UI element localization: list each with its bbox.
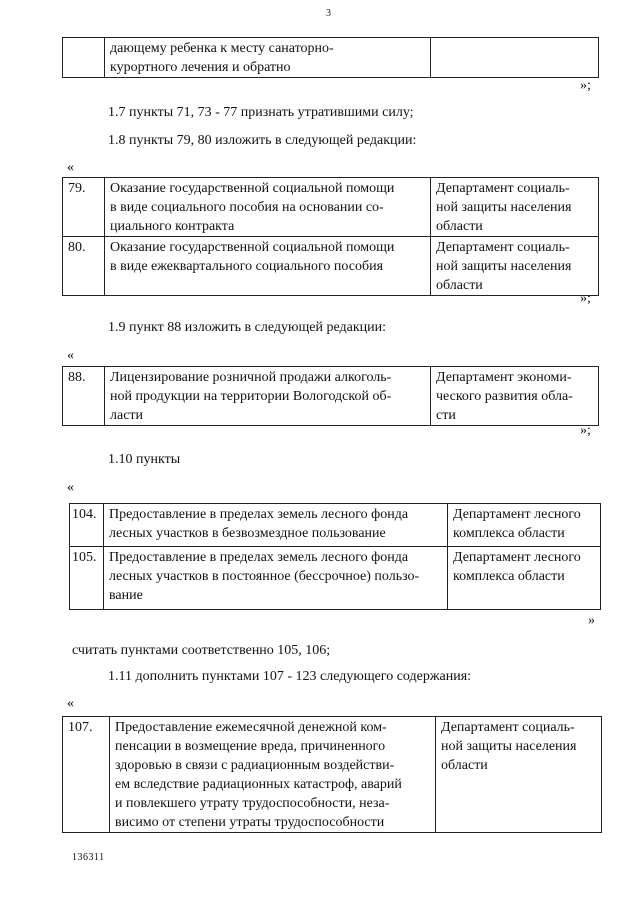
text-line: Оказание государственной социальной помощи (110, 181, 395, 196)
dept-line: области (436, 278, 483, 293)
row-service-text (104, 547, 448, 610)
row-number: 79. (63, 178, 105, 237)
text-line: Предоставление ежемесячной денежной ком- (115, 720, 387, 735)
opening-quote: « (67, 348, 74, 363)
row-number (63, 38, 105, 78)
text-line: пенсации в возмещение вреда, причиненного (115, 739, 386, 754)
text-line: здоровью в связи с радиационным воздействи- (115, 758, 395, 773)
dept-line: области (441, 758, 488, 773)
text-line: Предоставление в пределах земель лесного фонда (109, 550, 409, 565)
text-line: курортного лечения и обратно (110, 60, 291, 75)
dept-line: комплекса области (453, 569, 565, 584)
text-line: ной продукции на территории Вологодской об- (110, 389, 392, 404)
text-line: дающему ребенка к месту санаторно- (110, 41, 334, 56)
text-line: лесных участков в постоянное (бессрочное) пользо- (109, 569, 420, 584)
closing-quote: »; (580, 78, 591, 93)
table-continuation (62, 37, 599, 78)
table-row (63, 367, 599, 426)
closing-quote: »; (580, 291, 591, 306)
table-items-104-105 (69, 503, 601, 610)
dept-line: Департамент экономи- (436, 370, 572, 385)
text-line: ласти (110, 408, 144, 423)
row-service-text (105, 38, 431, 78)
page-number: 3 (326, 8, 331, 19)
row-department (431, 237, 599, 296)
dept-line: Департамент лесного (453, 550, 581, 565)
dept-line: комплекса области (453, 526, 565, 541)
dept-line: ной защиты населения (436, 200, 572, 215)
text-line: лесных участков в безвозмездное пользование (109, 526, 386, 541)
row-department (431, 367, 599, 426)
document-code: 136311 (72, 852, 105, 863)
row-number: 80. (63, 237, 105, 296)
table-row (70, 547, 601, 610)
table-item-107 (62, 716, 602, 833)
row-department (448, 547, 601, 610)
text-line: в виде социального пособия на основании со- (110, 200, 384, 215)
opening-quote: « (67, 160, 74, 175)
row-department (448, 504, 601, 547)
dept-line: ческого развития обла- (436, 389, 573, 404)
closing-quote: » (588, 613, 595, 628)
text-line: Лицензирование розничной продажи алкоголь- (110, 370, 392, 385)
table-row (63, 178, 599, 237)
paragraph-1-10: 1.10 пункты (108, 452, 181, 467)
dept-line: ной защиты населения (441, 739, 577, 754)
text-line: в виде ежеквартального социального пособия (110, 259, 384, 274)
text-line: ем вследствие радиационных катастроф, аварий (115, 777, 402, 792)
closing-quote: »; (580, 423, 591, 438)
row-service-text (110, 717, 436, 833)
text-line: Оказание государственной социальной помощи (110, 240, 395, 255)
table-row (63, 717, 602, 833)
table-row (63, 38, 599, 78)
text-line: висимо от степени утраты трудоспособности (115, 815, 385, 830)
row-service-text (105, 178, 431, 237)
dept-line: Департамент социаль- (436, 181, 570, 196)
paragraph-1-7: 1.7 пункты 71, 73 - 77 признать утратившими силу; (108, 105, 414, 120)
opening-quote: « (67, 696, 74, 711)
opening-quote: « (67, 480, 74, 495)
row-number: 107. (63, 717, 110, 833)
dept-line: Департамент социаль- (441, 720, 575, 735)
table-item-88 (62, 366, 599, 426)
row-number: 88. (63, 367, 105, 426)
text-line: и повлекшего утрату трудоспособности, неза- (115, 796, 390, 811)
row-number: 105. (70, 547, 104, 610)
dept-line: Департамент социаль- (436, 240, 570, 255)
table-items-79-80 (62, 177, 599, 296)
text-line: циального контракта (110, 219, 235, 234)
row-number: 104. (70, 504, 104, 547)
paragraph-1-9: 1.9 пункт 88 изложить в следующей редакции: (108, 320, 386, 335)
text-line: Предоставление в пределах земель лесного фонда (109, 507, 409, 522)
paragraph-1-11: 1.11 дополнить пунктами 107 - 123 следующего содержания: (108, 669, 472, 684)
row-service-text (104, 504, 448, 547)
dept-line: Департамент лесного (453, 507, 581, 522)
paragraph-renumber: считать пунктами соответственно 105, 106; (72, 643, 331, 658)
row-department (436, 717, 602, 833)
row-service-text (105, 367, 431, 426)
text-line: вание (109, 588, 143, 603)
dept-line: ной защиты населения (436, 259, 572, 274)
table-row (63, 237, 599, 296)
dept-line: сти (436, 408, 456, 423)
row-service-text (105, 237, 431, 296)
table-row (70, 504, 601, 547)
row-department (431, 38, 599, 78)
paragraph-1-8: 1.8 пункты 79, 80 изложить в следующей редакции: (108, 133, 417, 148)
row-department (431, 178, 599, 237)
dept-line: области (436, 219, 483, 234)
